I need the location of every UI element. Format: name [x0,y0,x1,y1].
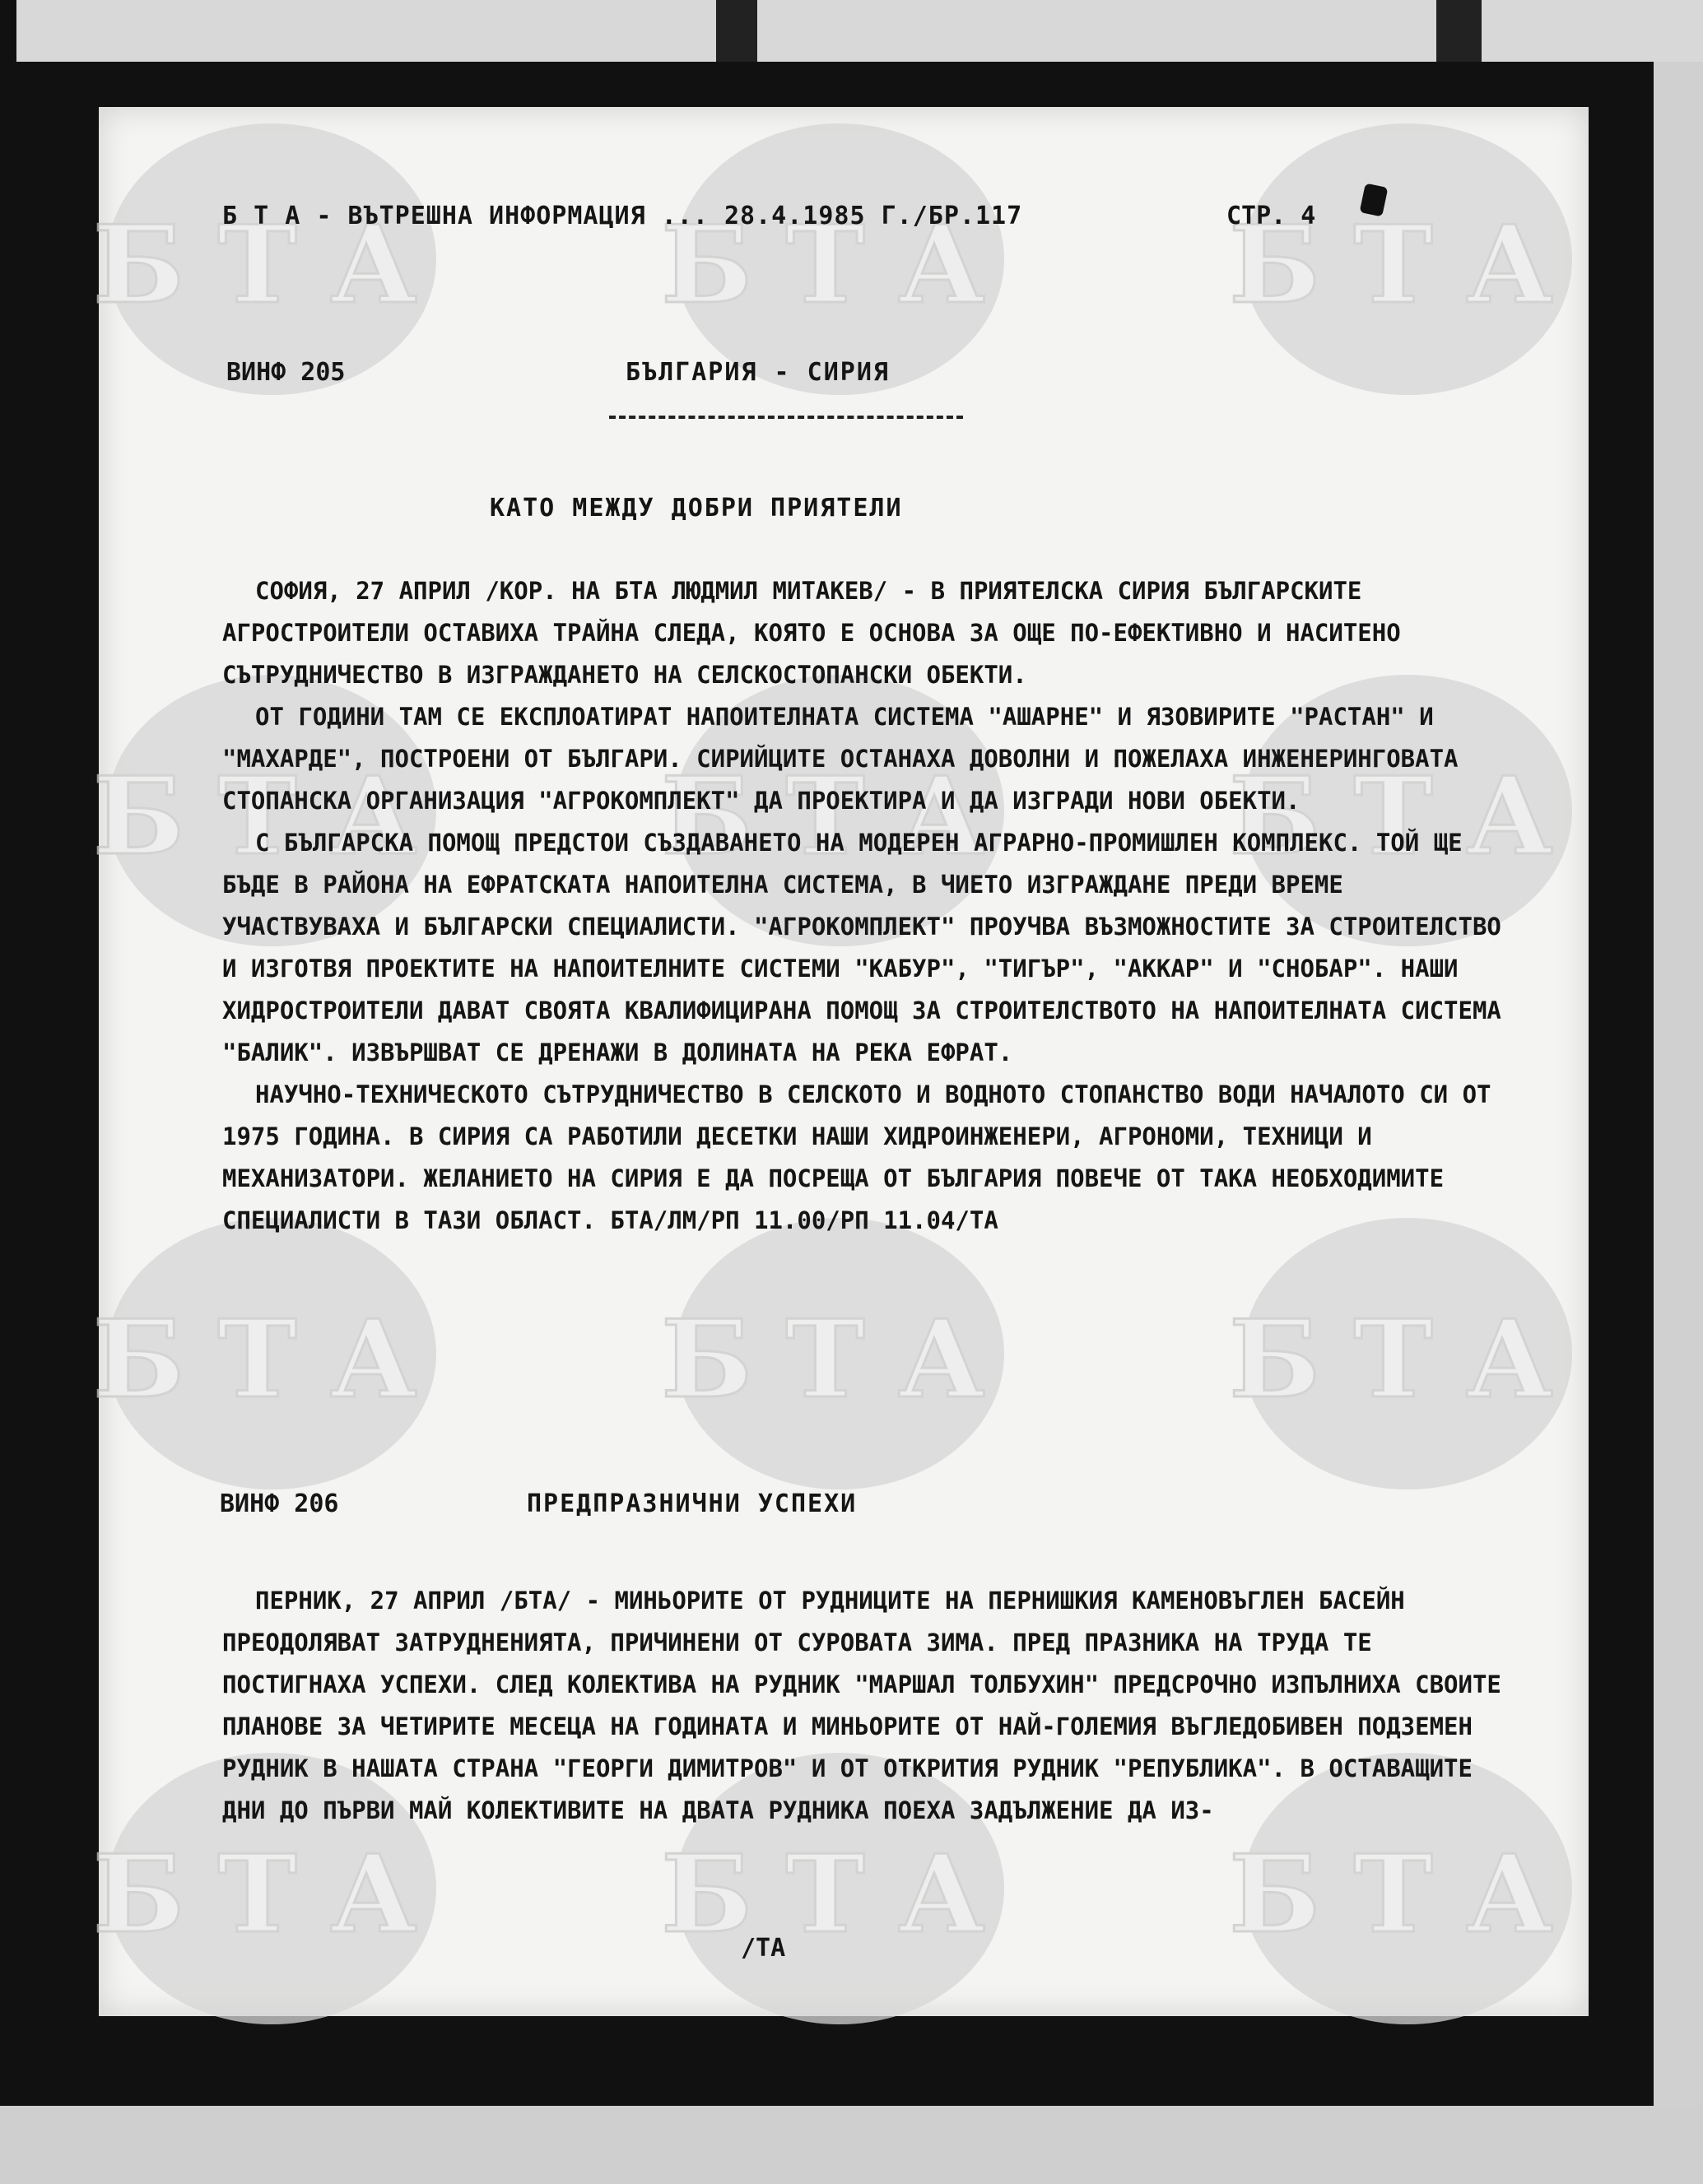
footer-mark: /ТА [741,1934,786,1963]
ink-blot [1360,183,1389,216]
typed-document [99,107,1589,2016]
paragraph: НАУЧНО-ТЕХНИЧЕСКОТО СЪТРУДНИЧЕСТВО В СЕЛСКОТО И ВОДНОТО СТОПАНСТВО ВОДИ НАЧАЛОТО СИ ОТ 1975 ГОДИНА. В СИРИЯ СА РАБОТИЛИ ДЕСЕТКИ НАШИ ХИДРОИНЖЕНЕРИ, АГРОНОМИ, ТЕХНИЦИ И МЕХАНИЗАТОРИ. ЖЕЛАНИЕТО НА СИРИЯ Е ДА ПОСРЕЩА ОТ БЪЛГАРИЯ ПОВЕЧЕ ОТ ТАКА НЕОБХОДИМИТЕ СПЕЦИАЛИСТИ В ТАЗИ ОБЛАСТ. БТА/ЛМ/РП 11.00/РП 11.04/ТА [222,1080,1491,1234]
paragraph: ОТ ГОДИНИ ТАМ СЕ ЕКСПЛОАТИРАТ НАПОИТЕЛНАТА СИСТЕМА "АШАРНЕ" И ЯЗОВИРИТЕ "РАСТАН" И "МАХАРДЕ", ПОСТРОЕНИ ОТ БЪЛГАРИ. СИРИЙЦИТЕ ОСТАНАХА ДОВОЛНИ И ПОЖЕЛАХА ИНЖЕНЕРИНГОВАТА СТОПАНСКА ОРГАНИЗАЦИЯ "АГРОКОМПЛЕКТ" ДА ПРОЕКТИРА И ДА ИЗГРАДИ НОВИ ОБЕКТИ. [222,703,1459,815]
article-body [222,570,1506,1242]
paragraph: СОФИЯ, 27 АПРИЛ /КОР. НА БТА ЛЮДМИЛ МИТАКЕВ/ - В ПРИЯТЕЛСКА СИРИЯ БЪЛГАРСКИТЕ АГРОСТРОИТЕЛИ ОСТАВИХА ТРАЙНА СЛЕДА, КОЯТО Е ОСНОВА ЗА ОЩЕ ПО-ЕФЕКТИВНО И НАСИТЕНО СЪТРУДНИЧЕСТВО В ИЗГРАЖДАНЕТО НА СЕЛСКОСТОПАНСКИ ОБЕКТИ. [222,577,1401,689]
page-number: СТР. 4 [1226,202,1316,230]
item-title: БЪЛГАРИЯ - СИРИЯ [626,358,890,387]
adjacent-frame-strip-bottom [0,2106,1703,2184]
title-underline [609,416,963,419]
adjacent-frame-strip-right [1654,62,1703,2119]
item-code: ВИНФ 205 [226,358,346,387]
article-body [222,1580,1506,1832]
paragraph: ПЕРНИК, 27 АПРИЛ /БТА/ - МИНЬОРИТЕ ОТ РУДНИЦИТЕ НА ПЕРНИШКИЯ КАМЕНОВЪГЛЕН БАСЕЙН ПРЕОДОЛЯВАТ ЗАТРУДНЕНИЯТА, ПРИЧИНЕНИ ОТ СУРОВАТА ЗИМА. ПРЕД ПРАЗНИКА НА ТРУДА ТЕ ПОСТИГНАХА УСПЕХИ. СЛЕД КОЛЕКТИВА НА РУДНИК "МАРШАЛ ТОЛБУХИН" ПРЕДСРОЧНО ИЗПЪЛНИХА СВОИТЕ ПЛАНОВЕ ЗА ЧЕТИРИТЕ МЕСЕЦА НА ГОДИНАТА И МИНЬОРИТЕ ОТ НАЙ-ГОЛЕМИЯ ВЪГЛЕДОБИВЕН ПОДЗЕМЕН РУДНИК В НАШАТА СТРАНА "ГЕОРГИ ДИМИТРОВ" И ОТ ОТКРИТИЯ РУДНИК "РЕПУБЛИКА". В ОСТАВАЩИТЕ ДНИ ДО ПЪРВИ МАЙ КОЛЕКТИВИТЕ НА ДВАТА РУДНИКА ПОЕХА ЗАДЪЛЖЕНИЕ ДА ИЗ- [222,1587,1501,1824]
adjacent-frame-strip-top [0,0,1703,62]
item-code: ВИНФ 206 [220,1489,339,1518]
item-headline: КАТО МЕЖДУ ДОБРИ ПРИЯТЕЛИ [490,494,903,523]
document-page [99,107,1589,2016]
item-title: ПРЕДПРАЗНИЧНИ УСПЕХИ [527,1489,858,1518]
paragraph: С БЪЛГАРСКА ПОМОЩ ПРЕДСТОИ СЪЗДАВАНЕТО НА МОДЕРЕН АГРАРНО-ПРОМИШЛЕН КОМПЛЕКС. ТОЙ ЩЕ БЪДЕ В РАЙОНА НА ЕФРАТСКАТА НАПОИТЕЛНА СИСТЕМА, В ЧИЕТО ИЗГРАЖДАНЕ ПРЕДИ ВРЕМЕ УЧАСТВУВАХА И БЪЛГАРСКИ СПЕЦИАЛИСТИ. "АГРОКОМПЛЕКТ" ПРОУЧВА ВЪЗМОЖНОСТИТЕ ЗА СТРОИТЕЛСТВО И ИЗГОТВЯ ПРОЕКТИТЕ НА НАПОИТЕЛНИТЕ СИСТЕМИ "КАБУР", "ТИГЪР", "АККАР" И "СНОБАР". НАШИ ХИДРОСТРОИТЕЛИ ДАВАТ СВОЯТА КВАЛИФИЦИРАНА ПОМОЩ ЗА СТРОИТЕЛСТВОТО НА НАПОИТЕЛНАТА СИСТЕМА "БАЛИК". ИЗВЪРШВАТ СЕ ДРЕНАЖИ В ДОЛИНАТА НА РЕКА ЕФРАТ. [222,829,1501,1066]
header-info: Б Т А - ВЪТРЕШНА ИНФОРМАЦИЯ ... 28.4.1985 Г./БР.117 [222,202,1023,230]
